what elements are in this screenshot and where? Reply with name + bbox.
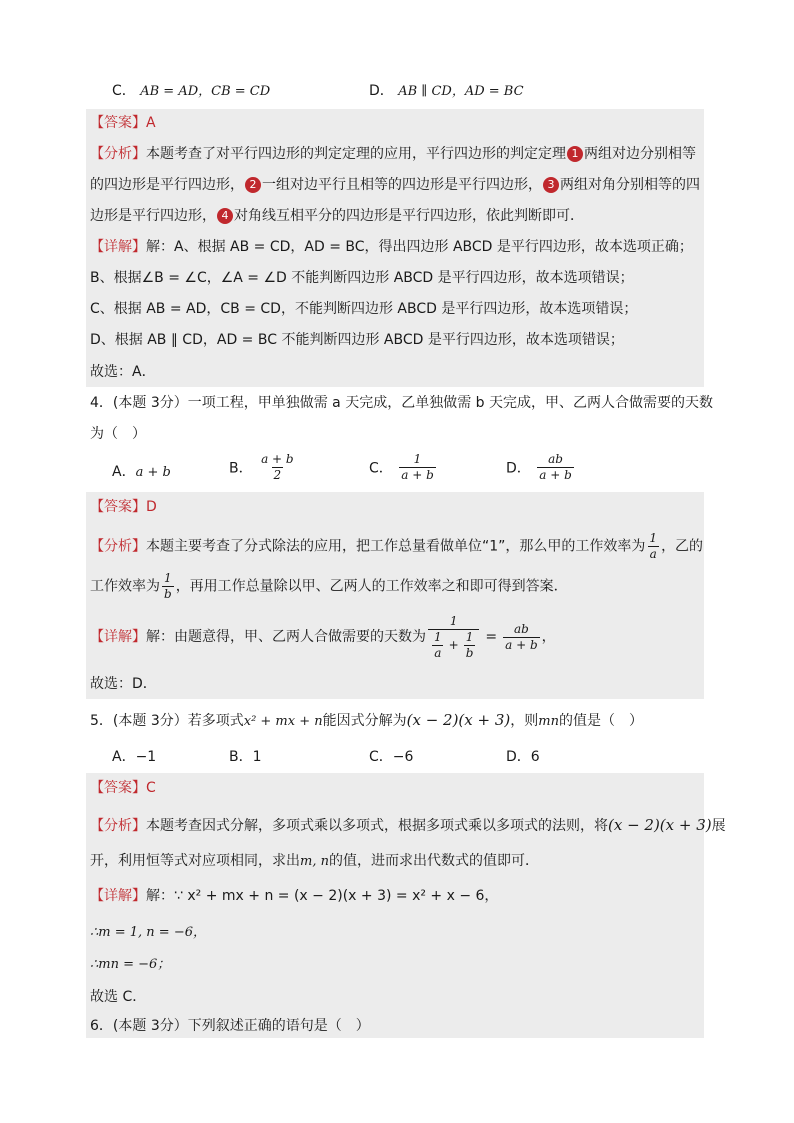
circled-2-icon: 2 [245, 177, 261, 193]
q4-answer: 【答案】D [90, 499, 157, 515]
q5-detail-line1: 【详解】解：∵ x² + mx + n = (x − 2)(x + 3) = x² + x − 6， [90, 888, 499, 904]
q5-final: 故选 C． [90, 989, 147, 1005]
q4-result-fraction: $\frac{ab}{a + b}$ [505, 621, 538, 652]
q3-option-c-expr: AB = AD，CB = CD [140, 84, 271, 99]
q4-detail: 【详解】解：由题意得，甲、乙两人合做需要的天数为 1 $\frac{1}{a}$ + $\frac{1}{b}$ = $\frac{ab}{a + b}$ ， [90, 613, 556, 660]
q4-option-b-fraction: $\frac{a + b}{2}$ [261, 452, 294, 482]
q6-stem: 6．(本题 3分）下列叙述正确的语句是（ ） [90, 1018, 370, 1034]
q3-option-c: C． AB = AD，CB = CD [112, 83, 271, 99]
q4-option-d-fraction: $\frac{ab}{a + b}$ [539, 452, 572, 482]
circled-4-icon: 4 [217, 208, 233, 224]
q3-final: 故选：A． [90, 364, 156, 380]
q3-detail-b: B、根据∠B = ∠C，∠A = ∠D 不能判断四边形 ABCD 是平行四边形，故本选项错误； [90, 270, 634, 286]
q3-detail-a: 【详解】解：A、根据 AB = CD，AD = BC，得出四边形 ABCD 是平行四边形，故本选项正确； [90, 239, 693, 255]
q3-analysis-line3: 边形是平行四边形， 4 对角线互相平分的四边形是平行四边形，依此判断即可． [90, 208, 584, 224]
q3-detail-c: C、根据 AB = AD，CB = CD，不能判断四边形 ABCD 是平行四边形，故本选项错误； [90, 301, 638, 317]
q4-stem-line2: 为（ ） [90, 426, 146, 442]
q3-analysis-line1: 【分析】本题考查了对平行四边形的判定定理的应用，平行四边形的判定定理 1 两组对边分别相等 [90, 146, 696, 162]
q3-option-d-expr: AB ∥ CD，AD = BC [398, 84, 524, 99]
q5-option-c: C．−6 [369, 749, 414, 765]
q5-detail-line2: ∴m = 1, n = −6， [90, 925, 206, 940]
q3-detail-d: D、根据 AB ∥ CD，AD = BC 不能判断四边形 ABCD 是平行四边形，故本选项错误； [90, 332, 624, 348]
q5-option-d: D．6 [506, 749, 540, 765]
q3-answer: 【答案】A [90, 115, 156, 131]
q5-analysis-line1: 【分析】本题考查因式分解，多项式乘以多项式，根据多项式乘以多项式的法则，将(x − 2)(x + 3)展 [90, 816, 726, 834]
q4-analysis-line2: 工作效率为 $\frac{1}{b}$ ，再用工作总量除以甲、乙两人的工作效率之和即可得到答案． [90, 571, 568, 601]
q4-option-c: C． $\frac{1}{a + b}$ [369, 452, 434, 482]
q3-option-d: D． AB ∥ CD，AD = BC [369, 83, 524, 99]
q4-final: 故选：D． [90, 676, 157, 692]
q5-detail-line3: ∴mn = −6； [90, 957, 171, 972]
q5-stem: 5．(本题 3分）若多项式x² + mx + n能因式分解为(x − 2)(x + 3)，则mn的值是（ ） [90, 711, 643, 729]
q4-stem-line1: 4．(本题 3分）一项工程，甲单独做需 a 天完成，乙单独做需 b 天完成，甲、乙两人合做需要的天数 [90, 395, 713, 411]
q5-option-a: A．−1 [112, 749, 157, 765]
circled-3-icon: 3 [543, 177, 559, 193]
q4-option-d: D． $\frac{ab}{a + b}$ [506, 452, 572, 482]
q5-analysis-line2: 开，利用恒等式对应项相同，求出m, n的值，进而求出代数式的值即可． [90, 853, 539, 869]
q4-frac-1-over-b: $\frac{1}{b}$ [164, 571, 172, 601]
q4-analysis-line1: 【分析】本题主要考查了分式除法的应用，把工作总量看做单位“1”，那么甲的工作效率为 $\frac{1}{a}$ ，乙的 [90, 531, 704, 561]
q4-option-c-fraction: $\frac{1}{a + b}$ [401, 452, 434, 482]
q4-compound-fraction: 1 $\frac{1}{a}$ + $\frac{1}{b}$ [428, 614, 479, 661]
circled-1-icon: 1 [567, 146, 583, 162]
q5-answer: 【答案】C [90, 780, 156, 796]
q5-option-b: B．1 [229, 749, 262, 765]
q4-frac-1-over-a: $\frac{1}{a}$ [649, 531, 658, 561]
q3-analysis-line2: 的四边形是平行四边形， 2 一组对边平行且相等的四边形是平行四边形， 3 两组对角分别相等的四 [90, 177, 700, 193]
q4-option-b: B． $\frac{a + b}{2}$ [229, 452, 294, 482]
q4-option-a: A．a + b [112, 464, 171, 480]
